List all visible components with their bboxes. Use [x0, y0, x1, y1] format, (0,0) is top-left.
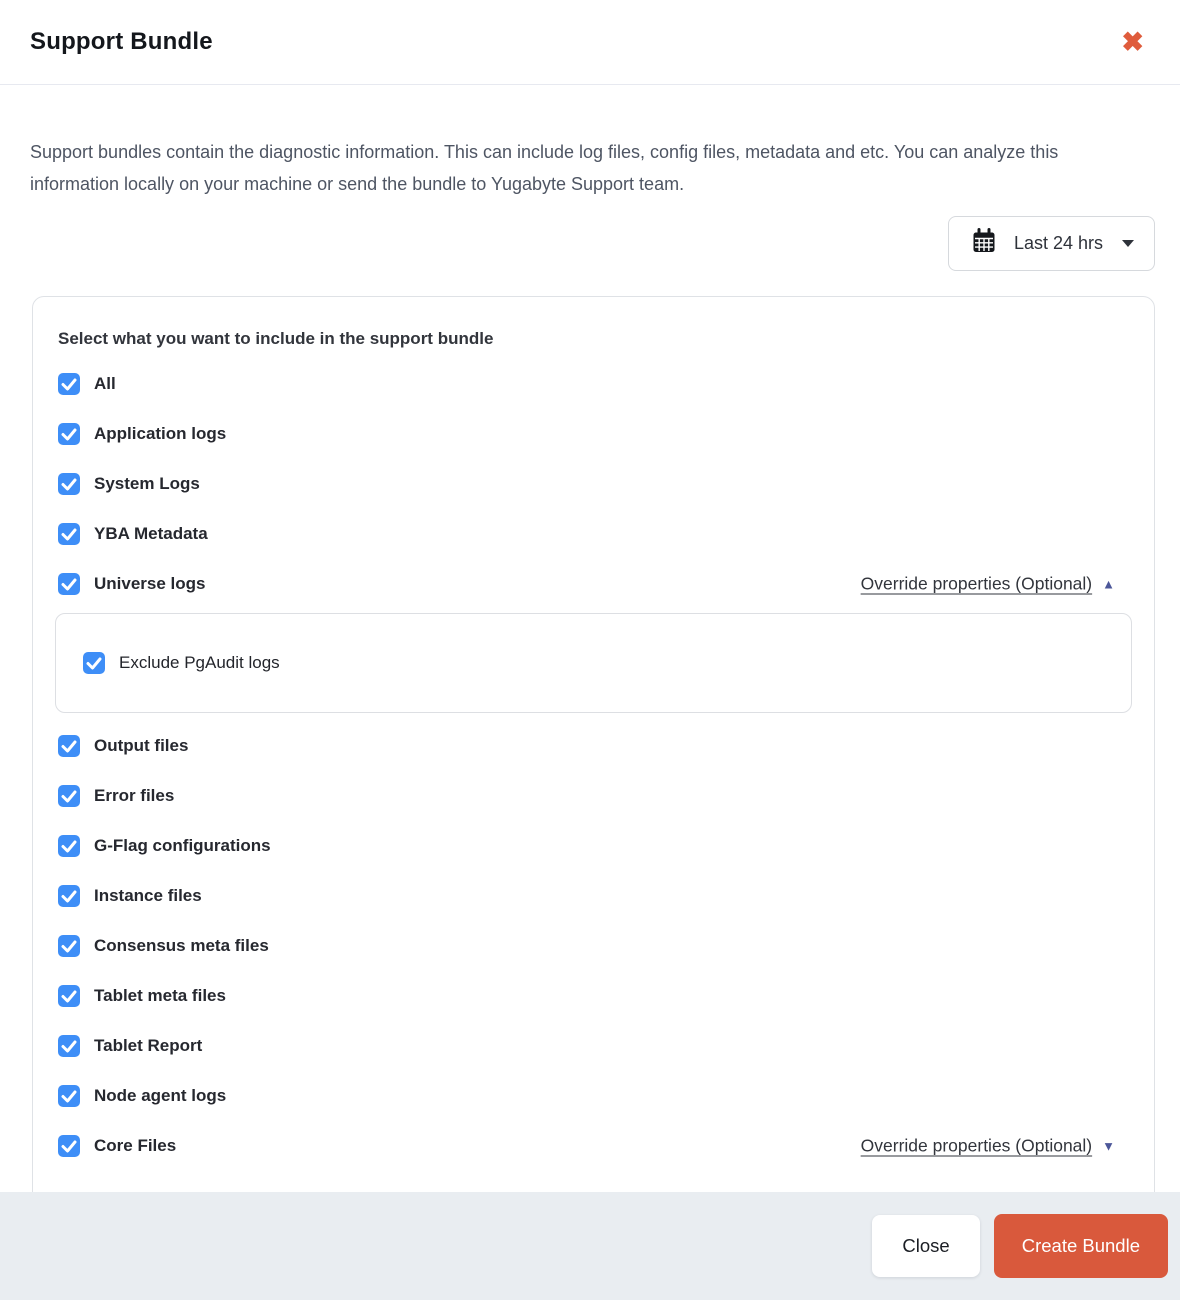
checkbox-row-all: [58, 359, 1129, 409]
override-properties-core-files-link[interactable]: [861, 1136, 1115, 1157]
checkbox-label: Output files: [94, 736, 189, 755]
checkbox-consensus-meta-files[interactable]: [58, 935, 80, 957]
bundle-description: Support bundles contain the diagnostic information. This can include log files, config files, metadata and etc. You can analyze this information locally on your machine or send the bundle to Yugabyte Support team.: [30, 142, 1059, 194]
universe-logs-override-panel: [55, 613, 1132, 713]
checkbox-label: Universe logs: [94, 574, 206, 593]
checkbox-row-system-logs: [58, 459, 1129, 509]
checkbox-tablet-meta-files[interactable]: [58, 985, 80, 1007]
checkbox-label: Node agent logs: [94, 1086, 227, 1105]
checkbox-row-universe-logs: [58, 559, 1129, 609]
checkbox-row-tablet-report: [58, 1021, 1129, 1071]
chevron-down-icon: [1122, 240, 1134, 247]
bundle-options-panel: [32, 296, 1155, 1300]
checkbox-row-consensus-meta-files: [58, 921, 1129, 971]
checkbox-row-error-files: [58, 771, 1129, 821]
create-bundle-button[interactable]: Create Bundle: [994, 1214, 1168, 1278]
date-range-value: Last 24 hrs: [1013, 233, 1103, 253]
checkbox-tablet-report[interactable]: [58, 1035, 80, 1057]
checkbox-row-yba-metadata: [58, 509, 1129, 559]
override-link-label: Override properties (Optional): [860, 1135, 1093, 1156]
modal-header: [0, 0, 1180, 85]
checkbox-row-output-files: [58, 721, 1129, 771]
checkbox-application-logs[interactable]: [58, 423, 80, 445]
checkbox-label: Tablet Report: [94, 1036, 203, 1055]
checkbox-system-logs[interactable]: [58, 473, 80, 495]
checkbox-label: Error files: [94, 786, 175, 805]
panel-heading: Select what you want to include in the support bundle: [58, 329, 494, 348]
checkbox-row-application-logs: [58, 409, 1129, 459]
checkbox-label: Exclude PgAudit logs: [119, 653, 280, 672]
checkbox-row-gflag-configurations: [58, 821, 1129, 871]
close-button[interactable]: Close: [872, 1215, 979, 1277]
checkbox-node-agent-logs[interactable]: [58, 1085, 80, 1107]
checkbox-label: Instance files: [94, 886, 202, 905]
checkbox-label: System Logs: [94, 474, 200, 493]
close-icon[interactable]: ✖: [1115, 25, 1150, 60]
override-properties-universe-logs-link[interactable]: [861, 574, 1115, 595]
checkbox-label: Consensus meta files: [94, 936, 269, 955]
checkbox-label: All: [94, 374, 116, 393]
checkbox-output-files[interactable]: [58, 735, 80, 757]
calendar-icon: [971, 228, 997, 259]
chevron-down-icon: ▼: [1102, 1138, 1115, 1154]
override-link-label: Override properties (Optional): [860, 573, 1093, 594]
page-title: Support Bundle: [30, 28, 213, 55]
checkbox-row-tablet-meta-files: [58, 971, 1129, 1021]
checkbox-core-files[interactable]: [58, 1135, 80, 1157]
checkbox-gflag-configurations[interactable]: [58, 835, 80, 857]
checkbox-exclude-pgaudit-logs[interactable]: [83, 652, 105, 674]
checkbox-row-instance-files: [58, 871, 1129, 921]
checkbox-yba-metadata[interactable]: [58, 523, 80, 545]
date-range-dropdown[interactable]: [948, 216, 1155, 271]
chevron-up-icon: ▲: [1102, 576, 1115, 592]
checkbox-label: G-Flag configurations: [94, 836, 271, 855]
checkbox-row-node-agent-logs: [58, 1071, 1129, 1121]
modal-footer: [0, 1192, 1180, 1300]
checkbox-label: Tablet meta files: [94, 986, 226, 1005]
checkbox-label: YBA Metadata: [94, 524, 208, 543]
checkbox-all[interactable]: [58, 373, 80, 395]
checkbox-instance-files[interactable]: [58, 885, 80, 907]
checkbox-label: Application logs: [94, 424, 227, 443]
checkbox-error-files[interactable]: [58, 785, 80, 807]
checkbox-label: Core Files: [94, 1136, 177, 1155]
checkbox-row-core-files: [58, 1121, 1129, 1171]
checkbox-universe-logs[interactable]: [58, 573, 80, 595]
